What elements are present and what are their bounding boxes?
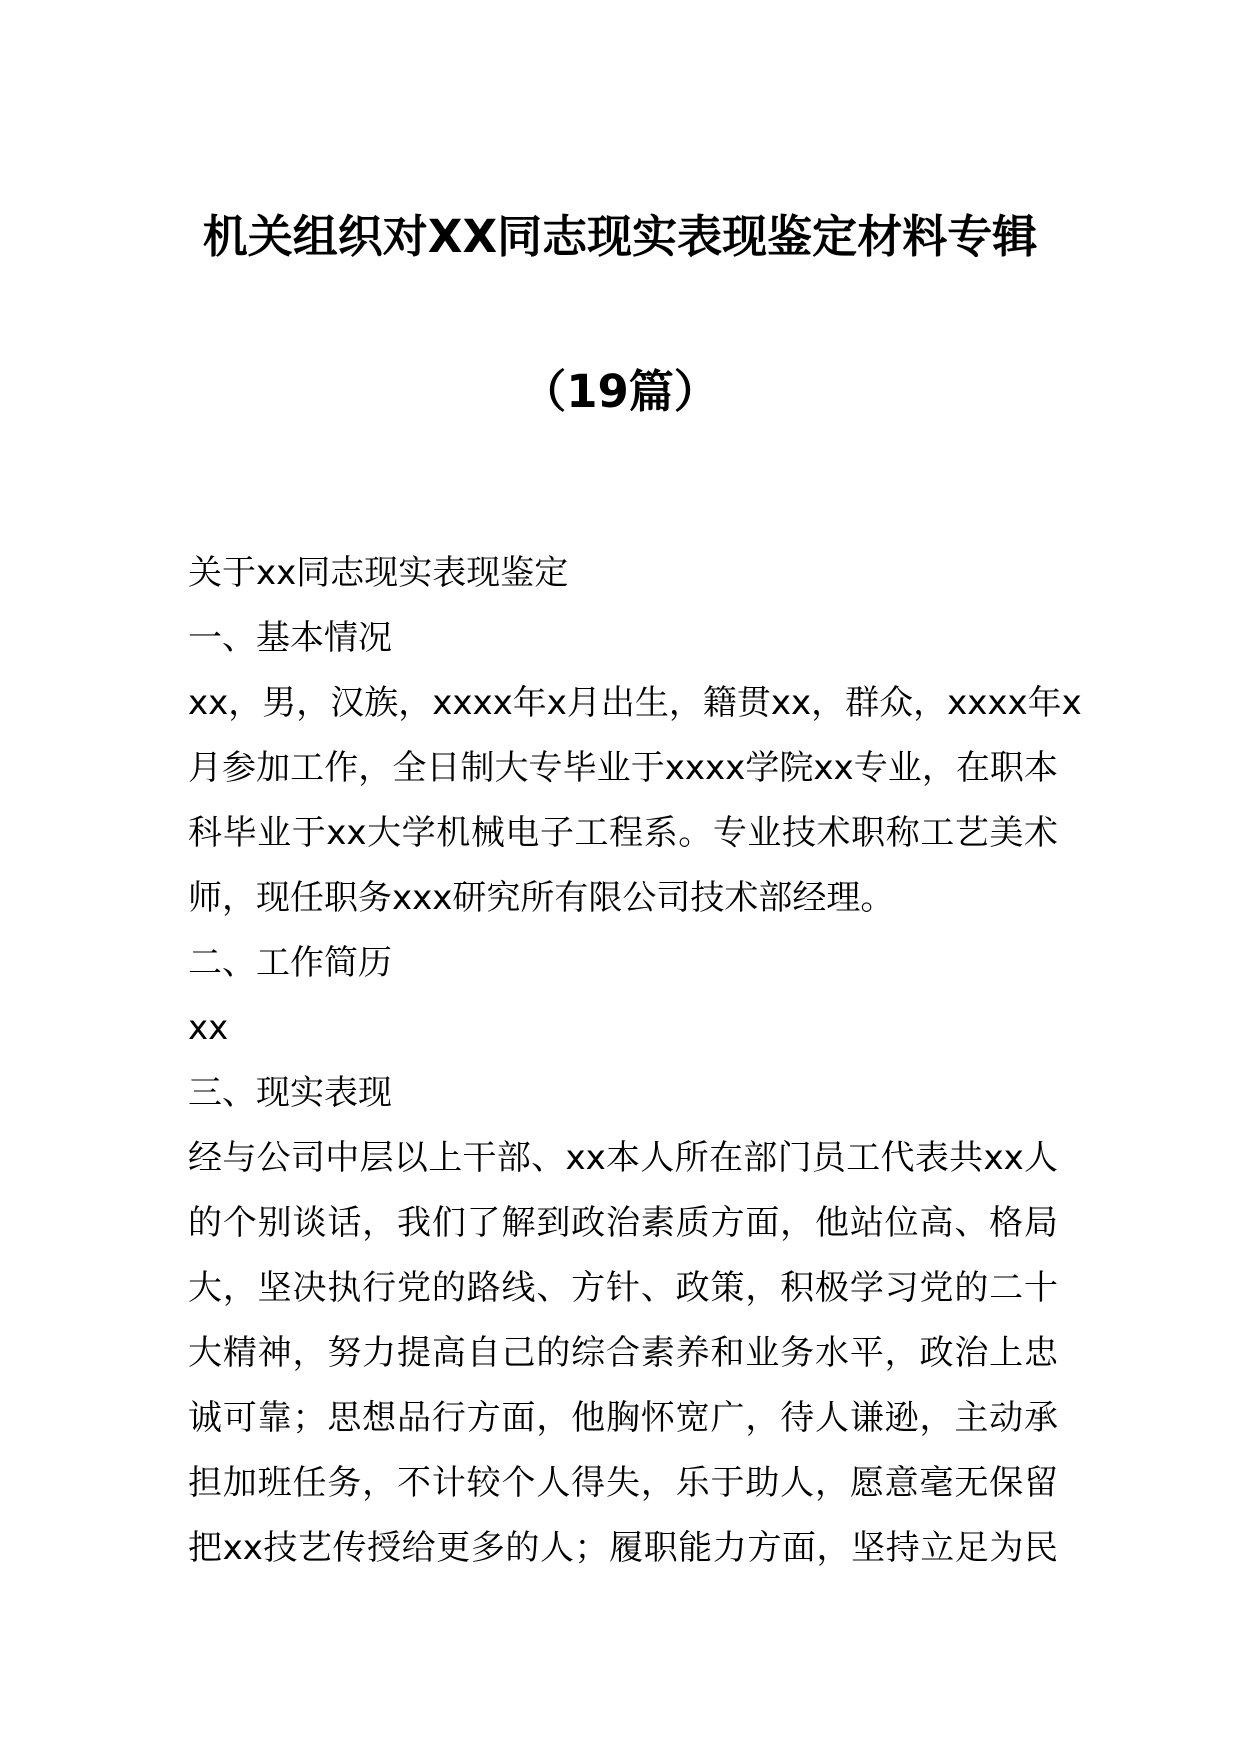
paragraph-line: 月参加工作，全日制大专毕业于xxxx学院xx专业，在职本	[188, 748, 1058, 788]
section-heading-basic-info: 一、基本情况	[188, 618, 392, 658]
article-heading: 关于xx同志现实表现鉴定	[188, 553, 569, 593]
paragraph-line: 科毕业于xx大学机械电子工程系。专业技术职称工艺美术	[188, 813, 1058, 853]
paragraph-line: 担加班任务，不计较个人得失，乐于助人，愿意毫无保留	[188, 1463, 1058, 1503]
paragraph-line: 大，坚决执行党的路线、方针、政策，积极学习党的二十	[188, 1268, 1058, 1308]
document-body	[188, 541, 1082, 1581]
paragraph-line: 师，现任职务xxx研究所有限公司技术部经理。	[188, 878, 895, 918]
paragraph-line: 经与公司中层以上干部、xx本人所在部门员工代表共xx人	[188, 1138, 1058, 1178]
section-heading-performance: 三、现实表现	[188, 1073, 392, 1113]
paragraph-line: 大精神，努力提高自己的综合素养和业务水平，政治上忠	[188, 1333, 1058, 1373]
paragraph-line: 的个别谈话，我们了解到政治素质方面，他站位高、格局	[188, 1203, 1058, 1243]
document-title: 机关组织对XX同志现实表现鉴定材料专辑	[202, 210, 1038, 263]
document-subtitle: （19篇）	[521, 365, 719, 418]
paragraph-line: xx，男，汉族，xxxx年x月出生，籍贯xx，群众，xxxx年x	[188, 683, 1082, 723]
paragraph-line: 把xx技艺传授给更多的人；履职能力方面，坚持立足为民	[188, 1528, 1058, 1568]
paragraph-line: 诚可靠；思想品行方面，他胸怀宽广，待人谦逊，主动承	[188, 1398, 1058, 1438]
paragraph-line: xx	[188, 1008, 229, 1048]
section-heading-work-history: 二、工作简历	[188, 943, 392, 983]
